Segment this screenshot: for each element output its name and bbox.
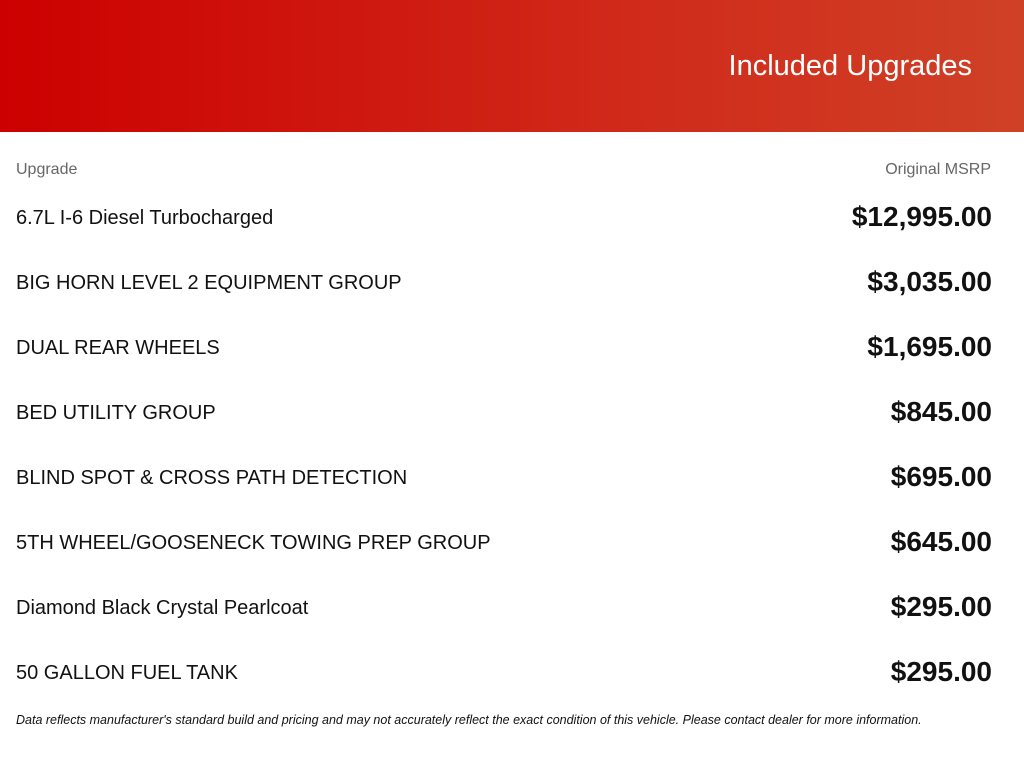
upgrade-name: BLIND SPOT & CROSS PATH DETECTION [16,467,408,489]
column-header-upgrade: Upgrade [16,161,78,178]
upgrade-price: $645.00 [890,526,992,557]
upgrade-name: Diamond Black Crystal Pearlcoat [16,597,309,619]
header-banner [0,0,1024,132]
table-row [0,380,1024,445]
upgrades-list [0,185,1024,705]
upgrade-name: DUAL REAR WHEELS [16,337,220,359]
disclaimer-text: Data reflects manufacturer's standard build and pricing and may not accurately reflect the exact condition of this vehicle. Please contact dealer for more information. [16,713,922,727]
upgrade-price: $3,035.00 [867,266,992,297]
upgrade-price: $295.00 [890,591,992,622]
table-row [0,315,1024,380]
table-row [0,575,1024,640]
page-title: Included Upgrades [728,50,972,82]
upgrade-name: BED UTILITY GROUP [16,402,216,424]
upgrade-price: $295.00 [890,656,992,687]
upgrade-name: 5TH WHEEL/GOOSENECK TOWING PREP GROUP [16,532,491,554]
upgrade-name: 50 GALLON FUEL TANK [16,662,238,684]
column-header-msrp: Original MSRP [885,161,991,178]
table-row [0,640,1024,705]
table-row [0,250,1024,315]
table-row [0,445,1024,510]
upgrade-price: $845.00 [890,396,992,427]
upgrade-price: $12,995.00 [851,201,992,232]
table-row [0,185,1024,250]
upgrade-price: $1,695.00 [867,331,992,362]
table-row [0,510,1024,575]
upgrade-price: $695.00 [890,461,992,492]
upgrade-name: 6.7L I-6 Diesel Turbocharged [16,207,274,229]
upgrade-name: BIG HORN LEVEL 2 EQUIPMENT GROUP [16,272,402,294]
